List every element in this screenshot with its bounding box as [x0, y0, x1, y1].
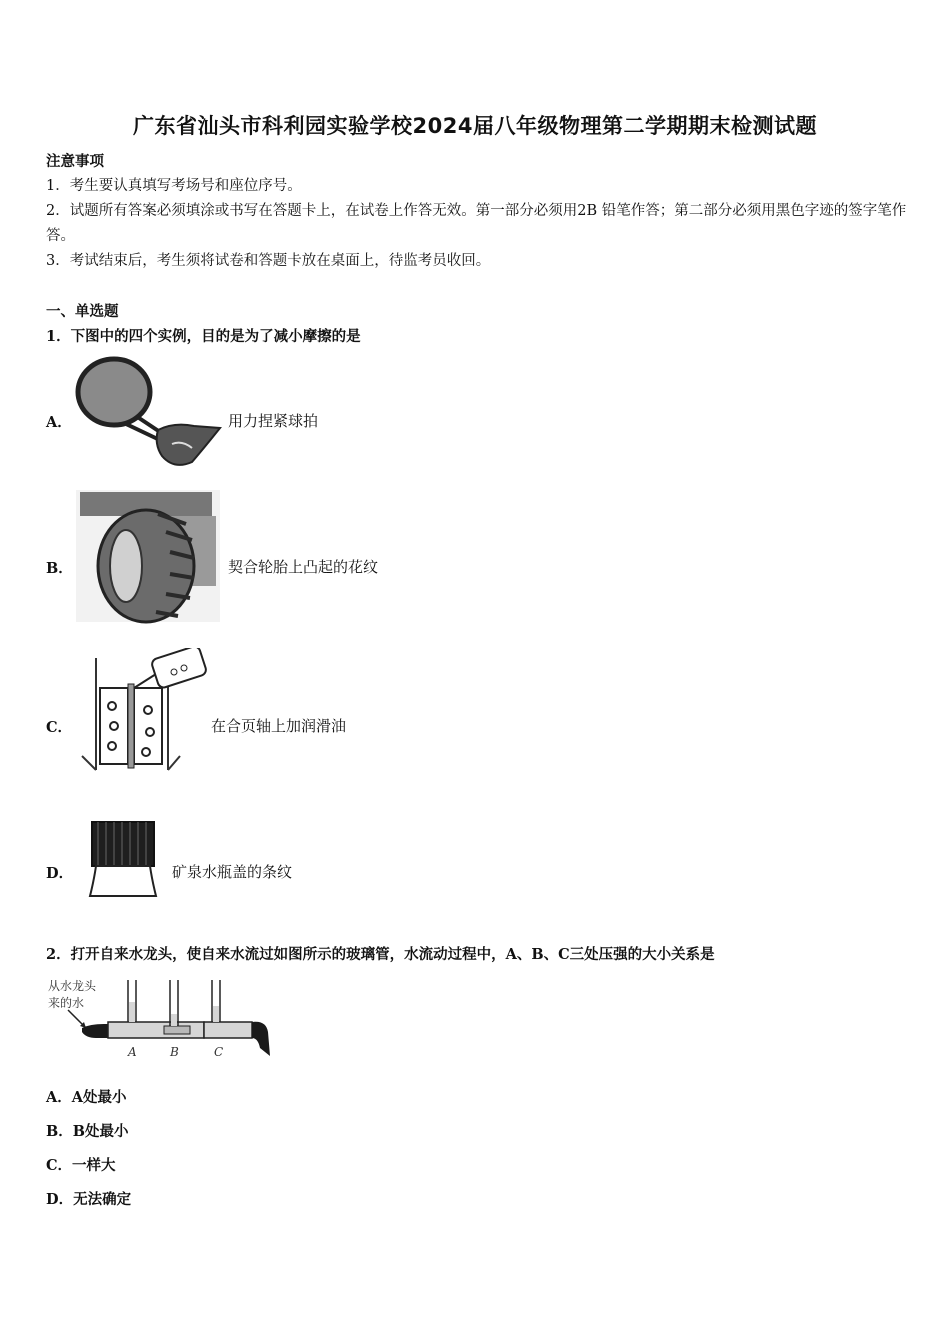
diagram-point-c: C [214, 1045, 224, 1059]
q2-option-c-text: 一样大 [72, 1157, 116, 1174]
page-title: 广东省汕头市科利园实验学校2024届八年级物理第二学期期末检测试题 [133, 114, 817, 138]
notice-item: 3．考试结束后，考生须将试卷和答题卡放在桌面上，待监考员收回。 [46, 253, 491, 269]
diagram-point-b: B [170, 1045, 179, 1059]
q1-option-b-text: 契合轮胎上凸起的花纹 [228, 558, 379, 576]
q1-stem: 1．下图中的四个实例，目的是为了减小摩擦的是 [46, 328, 361, 345]
q2-option-d [46, 1190, 131, 1210]
bottle-cap-image [86, 818, 160, 898]
q1-option-d-letter: D． [46, 865, 74, 882]
racket-grip-image [74, 352, 226, 472]
notice-item: 2．试题所有答案必须填涂或书写在答题卡上，在试卷上作答无效。第一部分必须用2B 铅笔作答；第二部分必须用黑色字迹的签字笔作答。 [46, 203, 907, 244]
diagram-label-line2: 来的水 [48, 996, 85, 1010]
q2-option-d-letter: D． [46, 1191, 74, 1208]
q2-option-c [46, 1156, 116, 1176]
hinge-oil-image [74, 648, 212, 780]
notice-heading: 注意事项 [46, 153, 104, 170]
q1-option-c-letter: C． [46, 719, 73, 736]
diagram-label-line1: 从水龙头 [48, 979, 97, 993]
section-heading: 一、单选题 [46, 303, 119, 320]
q2-option-b-text: B处最小 [72, 1123, 129, 1140]
q2-option-a [46, 1088, 127, 1108]
diagram-point-a: A [128, 1045, 137, 1059]
notice-item: 1．考生要认真填写考场号和座位序号。 [46, 178, 302, 194]
q1-option-b-letter: B． [46, 560, 73, 577]
q2-option-a-text: A处最小 [71, 1089, 127, 1106]
q1-option-a-letter: A． [46, 414, 72, 431]
q2-option-a-letter: A． [46, 1089, 72, 1106]
q1-option-c-text: 在合页轴上加润滑油 [211, 717, 347, 735]
q2-option-b-letter: B． [46, 1123, 73, 1140]
q2-option-d-text: 无法确定 [73, 1191, 132, 1208]
q1-option-d-text: 矿泉水瓶盖的条纹 [172, 863, 293, 881]
tractor-tire-image [74, 488, 222, 624]
q1-option-a-text: 用力捏紧球拍 [228, 412, 319, 430]
q2-stem: 2．打开自来水龙头，使自来水流过如图所示的玻璃管，水流动过程中，A、B、C三处压强的大小关系是 [46, 946, 715, 963]
q2-option-c-letter: C． [46, 1157, 73, 1174]
q2-option-b [46, 1122, 129, 1142]
notice-list [46, 174, 908, 274]
glass-tube-diagram [46, 976, 274, 1064]
